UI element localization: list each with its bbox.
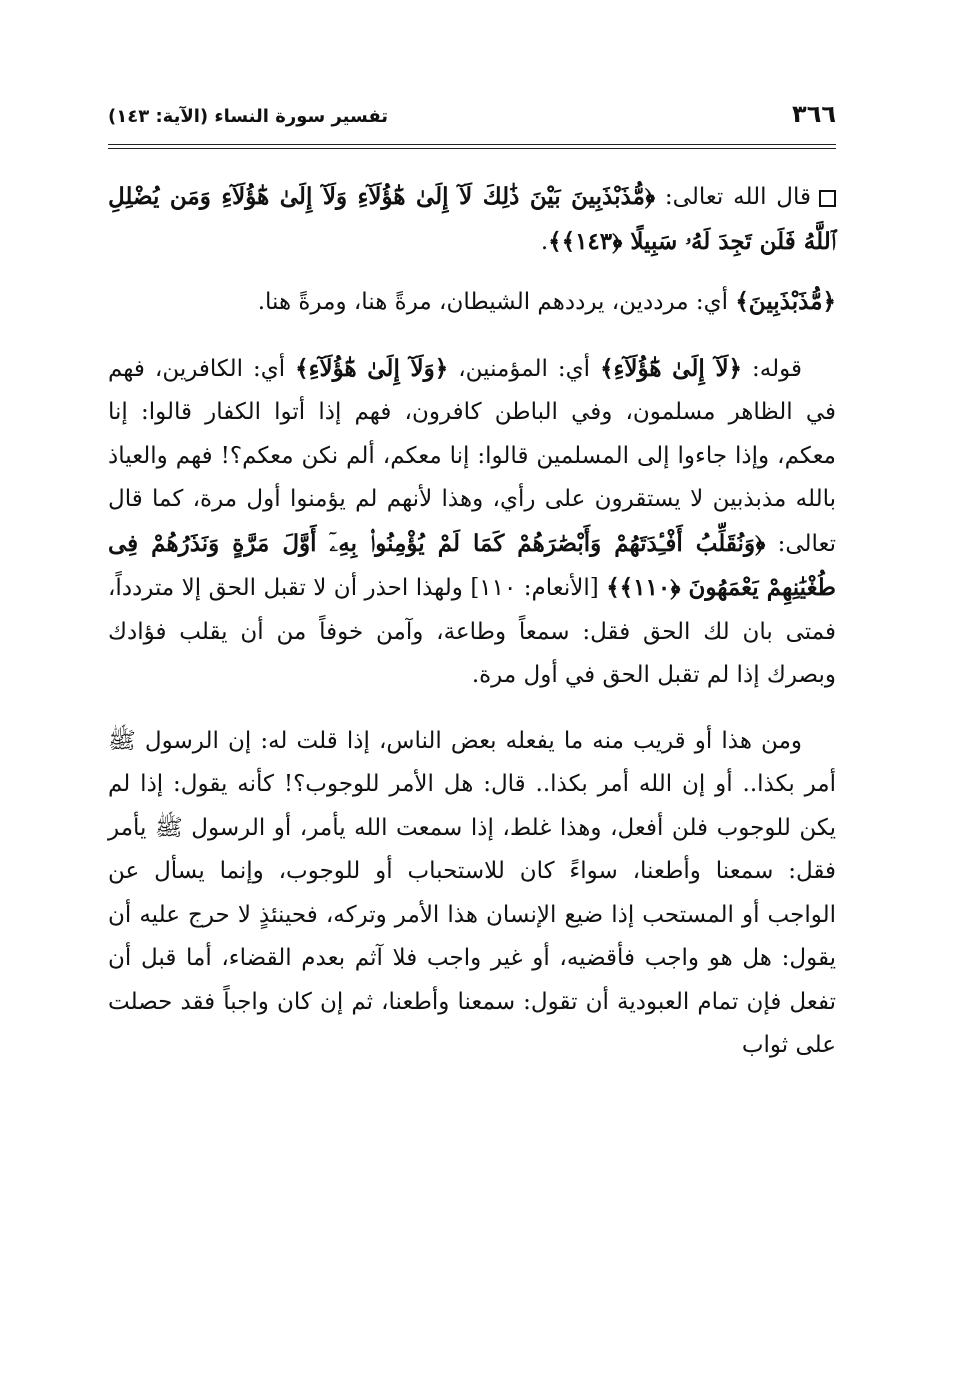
paragraph-explanation-3 <box>108 720 836 1068</box>
paragraph-explanation-2 <box>108 347 836 698</box>
quran-phrase-la-ila-haula-2: ﴿وَلَآ إِلَىٰ هَٰٓؤُلَآءِ﴾ <box>295 354 449 382</box>
page-body <box>108 175 836 1068</box>
verse-intro-text: قال الله تعالى: <box>655 184 811 210</box>
explanation-2-mid-2: أي: الكافرين، فهم في الظاهر مسلمون، وفي الباطن كافرون، فهم إذا أتوا الكفار قالوا: إنا معكم، وإذا جاءوا إلى المسلمين قالوا: إنا معكم، ألم نكن معكم؟! فهم والعياذ بالله مذبذبين لا يستقرون على رأي، وهذا لأنهم لم يؤمنوا أول مرة، كما قال تعالى: <box>108 355 836 557</box>
quran-verse-143: ﴿مُّذَبْذَبِينَ بَيْنَ ذَٰلِكَ لَآ إِلَىٰ هَٰٓؤُلَآءِ وَلَآ إِلَىٰ هَٰٓؤُلَآءِ وَمَن يُضْلِلِ ٱللَّهُ فَلَن تَجِدَ لَهُۥ سَبِيلًا ﴿١٤٣﴾﴾ <box>108 183 836 255</box>
header-rule-thick <box>108 144 836 145</box>
page-number: ٣٦٦ <box>792 100 836 128</box>
explanation-2-end: [الأنعام: ١١٠] ولهذا احذر أن لا تقبل الحق إلا متردداً، فمتى بان لك الحق فقل: سمعاً وطاعة، وآمن خوفاً من أن يقلب فؤادك وبصرك إذا لم تقبل الحق في أول مرة. <box>108 575 836 688</box>
quran-phrase-la-ila-haula-1: ﴿لَآ إِلَىٰ هَٰٓؤُلَآءِ﴾ <box>600 354 743 382</box>
paragraph-explanation-1 <box>108 280 836 325</box>
header-title: تفسير سورة النساء (الآية: ١٤٣) <box>108 106 389 127</box>
explanation-2-intro: قوله: <box>742 355 803 382</box>
book-page <box>108 100 836 1090</box>
paragraph-verse-intro <box>108 175 836 264</box>
explanation-1-text: أي: مرددين، يرددهم الشيطان، مرةً هنا، ومرةً هنا. <box>257 289 736 315</box>
quran-verse-anam-110: ﴿وَنُقَلِّبُ أَفْـِٔدَتَهُمْ وَأَبْصَٰرَهُمْ كَمَا لَمْ يُؤْمِنُوا۟ بِهِۦٓ أَوَّلَ مَرَّةٍ وَنَذَرُهُمْ فِى طُغْيَٰنِهِمْ يَعْمَهُونَ ﴿١١٠﴾﴾ <box>108 529 836 601</box>
verse-intro-end: . <box>540 228 549 255</box>
running-header <box>108 100 836 140</box>
square-bullet-icon <box>819 190 836 207</box>
header-rule-thin <box>108 148 836 149</box>
explanation-3-text: ومن هذا أو قريب منه ما يفعله بعض الناس، إذا قلت له: إن الرسول ﷺ أمر بكذا.. أو إن الله أمر بكذا.. قال: هل الأمر للوجوب؟! كأنه يقول: إذا لم يكن للوجوب فلن أفعل، وهذا غلط، إذا سمعت الله يأمر، أو الرسول ﷺ يأمر فقل: سمعنا وأطعنا، سواءً كان للاستحباب أو للوجوب، وإنما يسأل عن الواجب أو المستحب إذا ضيع الإنسان هذا الأمر وتركه، فحينئذٍ لا حرج عليه أن يقول: هل هو واجب فأقضيه، أو غير واجب فلا آثم بعدم القضاء، أما قبل أن تفعل فإن تمام العبودية أن تقول: سمعنا وأطعنا، ثم إن كان واجباً فقد حصلت على ثواب <box>108 727 836 1058</box>
explanation-2-mid-1: أي: المؤمنين، <box>448 355 601 382</box>
quran-word-mudhabdhabin: ﴿مُّذَبْذَبِينَ﴾ <box>735 288 836 315</box>
